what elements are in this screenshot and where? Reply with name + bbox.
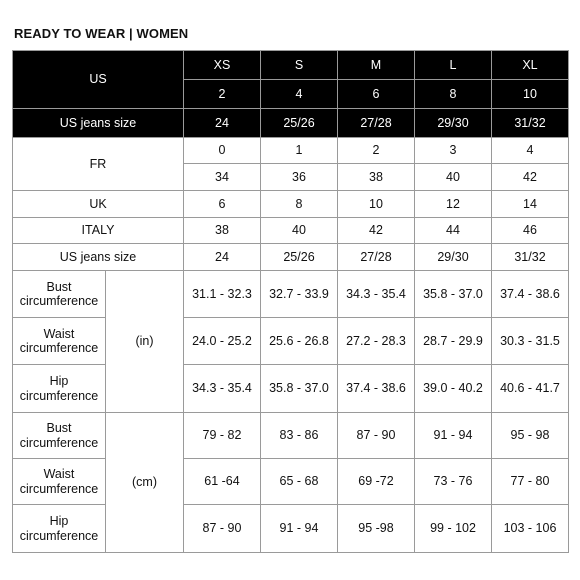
row-label-uk: UK (13, 191, 184, 218)
table-cell: 29/30 (415, 244, 492, 271)
row-label-waist: Waist circumference (13, 459, 106, 505)
row-label-italy: ITALY (13, 218, 184, 244)
table-cell: 38 (184, 218, 261, 244)
table-cell: 35.8 - 37.0 (415, 271, 492, 318)
unit-label-cm: (cm) (106, 413, 184, 553)
table-cell: 31/32 (492, 244, 569, 271)
table-cell: 42 (492, 164, 569, 191)
table-cell: 24 (184, 244, 261, 271)
us-number-cell: 6 (338, 80, 415, 109)
row-label-hip: Hip circumference (13, 505, 106, 553)
table-cell: 36 (261, 164, 338, 191)
table-cell: 65 - 68 (261, 459, 338, 505)
size-header: M (338, 51, 415, 80)
table-cell: 8 (261, 191, 338, 218)
table-cell: 37.4 - 38.6 (338, 365, 415, 413)
table-cell: 40 (261, 218, 338, 244)
us-jeans-cell: 31/32 (492, 109, 569, 138)
unit-label-inches: (in) (106, 271, 184, 413)
table-cell: 42 (338, 218, 415, 244)
us-number-cell: 2 (184, 80, 261, 109)
table-cell: 91 - 94 (261, 505, 338, 553)
size-chart-table (12, 50, 569, 553)
us-jeans-cell: 24 (184, 109, 261, 138)
table-cell: 73 - 76 (415, 459, 492, 505)
row-label-bust: Bust circumference (13, 413, 106, 459)
table-row-waist-cm (13, 459, 569, 505)
table-cell: 14 (492, 191, 569, 218)
table-cell: 34.3 - 35.4 (338, 271, 415, 318)
table-cell: 34.3 - 35.4 (184, 365, 261, 413)
table-row-waist-in (13, 318, 569, 365)
header-us-label: US (13, 51, 184, 109)
table-row-us-jeans (13, 244, 569, 271)
table-cell: 40.6 - 41.7 (492, 365, 569, 413)
table-row-hip-cm (13, 505, 569, 553)
table-cell: 95 - 98 (492, 413, 569, 459)
table-cell: 91 - 94 (415, 413, 492, 459)
table-row-hip-in (13, 365, 569, 413)
table-cell: 61 -64 (184, 459, 261, 505)
table-cell: 39.0 - 40.2 (415, 365, 492, 413)
table-cell: 38 (338, 164, 415, 191)
size-header: XL (492, 51, 569, 80)
us-number-cell: 8 (415, 80, 492, 109)
table-cell: 2 (338, 138, 415, 164)
row-label-us-jeans: US jeans size (13, 244, 184, 271)
table-cell: 24.0 - 25.2 (184, 318, 261, 365)
table-cell: 77 - 80 (492, 459, 569, 505)
us-number-cell: 4 (261, 80, 338, 109)
table-cell: 69 -72 (338, 459, 415, 505)
table-cell: 79 - 82 (184, 413, 261, 459)
row-label-waist: Waist circumference (13, 318, 106, 365)
table-cell: 3 (415, 138, 492, 164)
table-cell: 32.7 - 33.9 (261, 271, 338, 318)
table-cell: 27/28 (338, 244, 415, 271)
table-cell: 25.6 - 26.8 (261, 318, 338, 365)
us-jeans-cell: 25/26 (261, 109, 338, 138)
table-cell: 25/26 (261, 244, 338, 271)
table-cell: 34 (184, 164, 261, 191)
size-header: XS (184, 51, 261, 80)
page-title: READY TO WEAR | WOMEN (14, 26, 189, 41)
table-row-fr (13, 138, 569, 164)
table-cell: 83 - 86 (261, 413, 338, 459)
row-label-hip: Hip circumference (13, 365, 106, 413)
table-cell: 30.3 - 31.5 (492, 318, 569, 365)
table-cell: 95 -98 (338, 505, 415, 553)
table-cell: 31.1 - 32.3 (184, 271, 261, 318)
table-cell: 87 - 90 (338, 413, 415, 459)
us-jeans-cell: 27/28 (338, 109, 415, 138)
us-number-cell: 10 (492, 80, 569, 109)
table-cell: 6 (184, 191, 261, 218)
table-cell: 10 (338, 191, 415, 218)
table-row-italy (13, 218, 569, 244)
table-row-bust-in (13, 271, 569, 318)
table-cell: 37.4 - 38.6 (492, 271, 569, 318)
table-cell: 46 (492, 218, 569, 244)
header-row-sizes (13, 51, 569, 80)
header-row-us-jeans (13, 109, 569, 138)
table-cell: 0 (184, 138, 261, 164)
size-header: L (415, 51, 492, 80)
table-cell: 12 (415, 191, 492, 218)
table-cell: 99 - 102 (415, 505, 492, 553)
table-cell: 1 (261, 138, 338, 164)
table-cell: 4 (492, 138, 569, 164)
table-cell: 44 (415, 218, 492, 244)
table-cell: 28.7 - 29.9 (415, 318, 492, 365)
row-label-bust: Bust circumference (13, 271, 106, 318)
us-jeans-cell: 29/30 (415, 109, 492, 138)
table-cell: 27.2 - 28.3 (338, 318, 415, 365)
table-row-uk (13, 191, 569, 218)
table-cell: 103 - 106 (492, 505, 569, 553)
row-label-fr: FR (13, 138, 184, 191)
table-row-bust-cm (13, 413, 569, 459)
table-cell: 40 (415, 164, 492, 191)
table-cell: 35.8 - 37.0 (261, 365, 338, 413)
size-header: S (261, 51, 338, 80)
header-us-jeans-label: US jeans size (13, 109, 184, 138)
table-cell: 87 - 90 (184, 505, 261, 553)
